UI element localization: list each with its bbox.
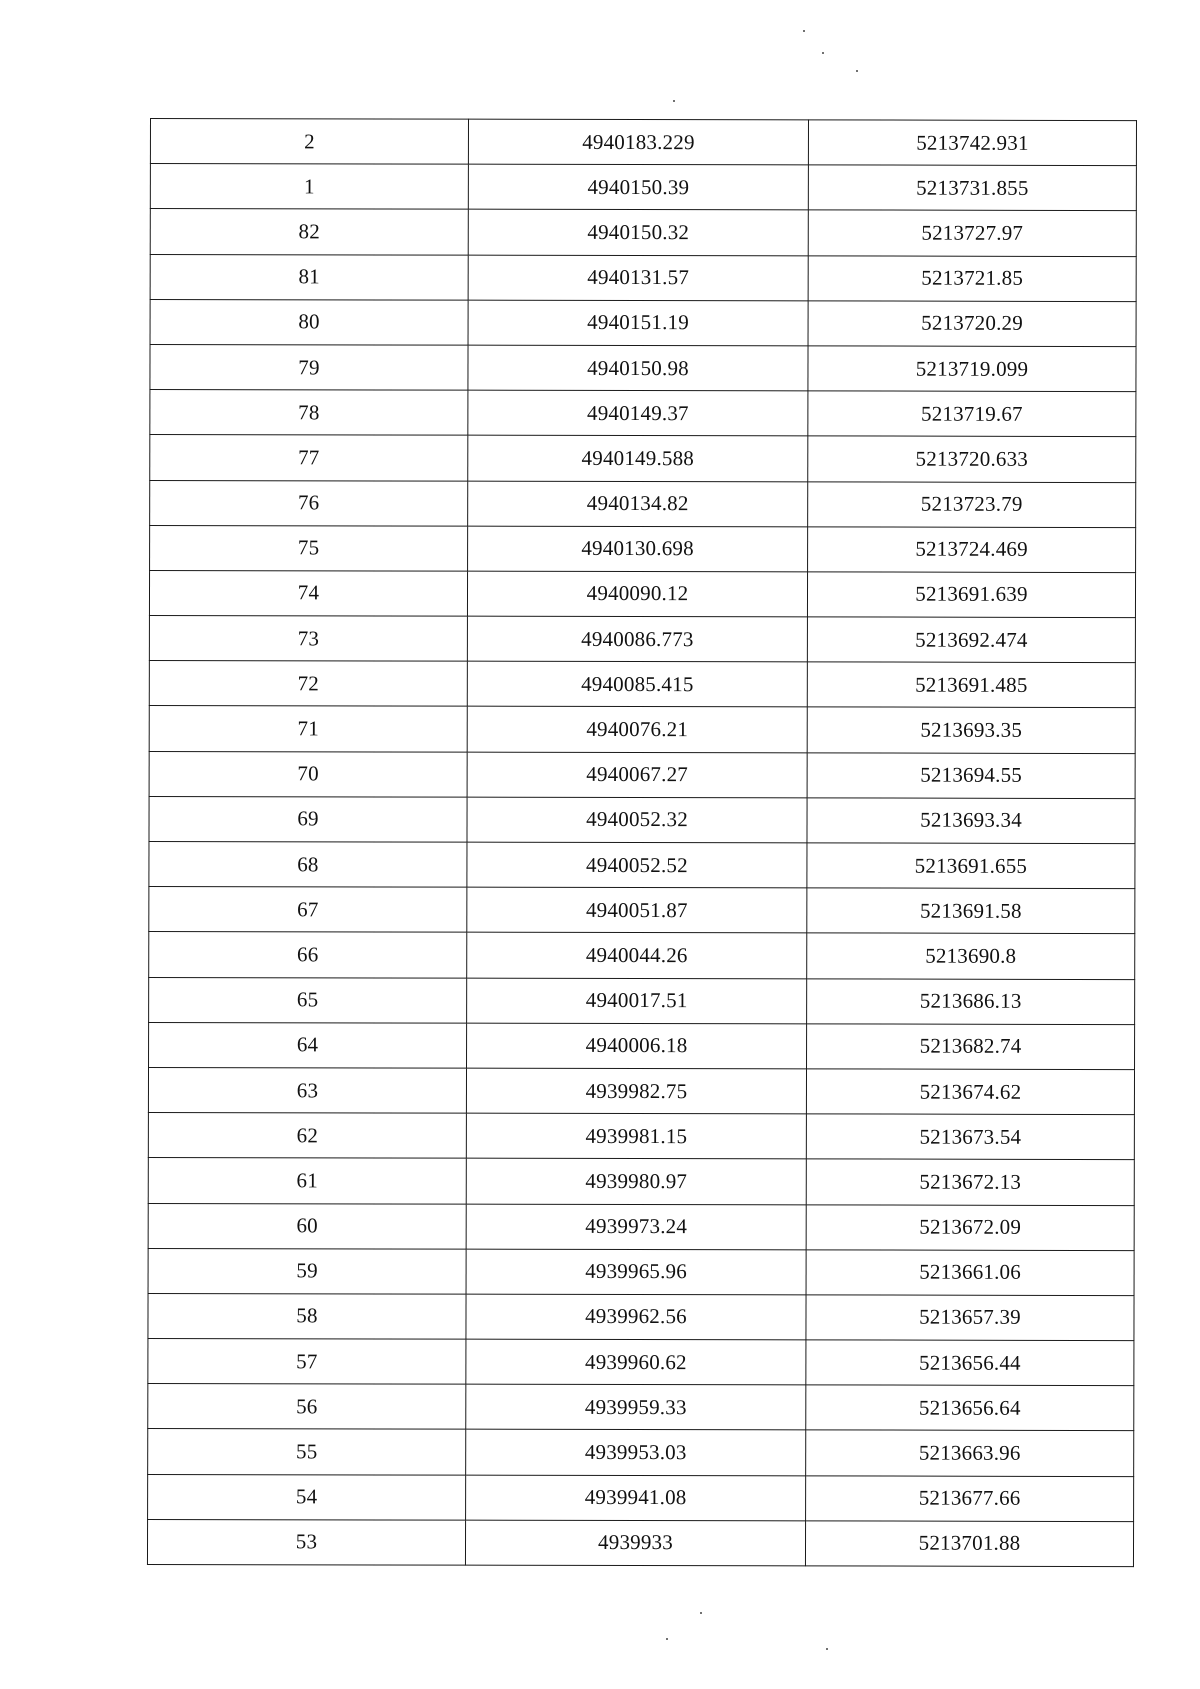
x-coordinate-cell: 4940150.98 xyxy=(468,345,808,391)
y-coordinate-cell: 5213656.64 xyxy=(806,1385,1134,1431)
table-row xyxy=(149,570,1135,617)
point-number-cell: 62 xyxy=(148,1113,466,1159)
point-number-cell: 59 xyxy=(148,1248,466,1294)
x-coordinate-cell: 4940131.57 xyxy=(468,255,808,301)
x-coordinate-cell: 4939962.56 xyxy=(466,1294,806,1340)
x-coordinate-cell: 4939981.15 xyxy=(466,1113,806,1159)
table-row xyxy=(150,480,1136,527)
point-number-cell: 55 xyxy=(148,1429,466,1475)
y-coordinate-cell: 5213723.79 xyxy=(808,481,1136,527)
y-coordinate-cell: 5213720.29 xyxy=(808,301,1136,347)
point-number-cell: 53 xyxy=(147,1519,465,1565)
x-coordinate-cell: 4939953.03 xyxy=(466,1430,806,1476)
x-coordinate-cell: 4939941.08 xyxy=(466,1475,806,1521)
x-coordinate-cell: 4940150.39 xyxy=(468,164,808,210)
y-coordinate-cell: 5213692.474 xyxy=(807,617,1135,663)
x-coordinate-cell: 4940085.415 xyxy=(467,661,807,707)
point-number-cell: 64 xyxy=(149,1022,467,1068)
table-row xyxy=(150,390,1136,437)
table-row xyxy=(150,299,1136,346)
x-coordinate-cell: 4940086.773 xyxy=(467,616,807,662)
point-number-cell: 76 xyxy=(150,480,468,526)
point-number-cell: 77 xyxy=(150,435,468,481)
y-coordinate-cell: 5213691.58 xyxy=(807,888,1135,934)
point-number-cell: 78 xyxy=(150,390,468,436)
y-coordinate-cell: 5213682.74 xyxy=(807,1024,1135,1070)
y-coordinate-cell: 5213701.88 xyxy=(805,1521,1133,1567)
table-row xyxy=(148,1203,1134,1250)
point-number-cell: 73 xyxy=(149,616,467,662)
x-coordinate-cell: 4939965.96 xyxy=(466,1249,806,1295)
y-coordinate-cell: 5213677.66 xyxy=(806,1476,1134,1522)
y-coordinate-cell: 5213673.54 xyxy=(806,1114,1134,1160)
scan-speck xyxy=(673,100,675,102)
x-coordinate-cell: 4940130.698 xyxy=(468,526,808,572)
x-coordinate-cell: 4940090.12 xyxy=(467,571,807,617)
y-coordinate-cell: 5213731.855 xyxy=(808,165,1136,211)
point-number-cell: 68 xyxy=(149,841,467,887)
point-number-cell: 81 xyxy=(150,254,468,300)
scan-speck xyxy=(700,1612,702,1614)
table-row xyxy=(149,841,1135,888)
y-coordinate-cell: 5213663.96 xyxy=(806,1430,1134,1476)
scan-speck xyxy=(822,52,824,54)
y-coordinate-cell: 5213690.8 xyxy=(807,933,1135,979)
table-row xyxy=(149,661,1135,708)
x-coordinate-cell: 4940151.19 xyxy=(468,300,808,346)
table-row xyxy=(149,616,1135,663)
x-coordinate-cell: 4940006.18 xyxy=(467,1023,807,1069)
point-number-cell: 75 xyxy=(150,525,468,571)
coordinate-table-body xyxy=(147,119,1136,1567)
point-number-cell: 60 xyxy=(148,1203,466,1249)
x-coordinate-cell: 4939980.97 xyxy=(466,1158,806,1204)
y-coordinate-cell: 5213686.13 xyxy=(807,978,1135,1024)
x-coordinate-cell: 4940051.87 xyxy=(467,887,807,933)
point-number-cell: 72 xyxy=(149,661,467,707)
y-coordinate-cell: 5213657.39 xyxy=(806,1295,1134,1341)
table-row xyxy=(147,1519,1133,1566)
y-coordinate-cell: 5213727.97 xyxy=(808,210,1136,256)
point-number-cell: 2 xyxy=(150,119,468,165)
y-coordinate-cell: 5213724.469 xyxy=(808,527,1136,573)
table-row xyxy=(150,435,1136,482)
scan-speck xyxy=(856,70,858,72)
point-number-cell: 70 xyxy=(149,751,467,797)
table-row xyxy=(148,1474,1134,1521)
x-coordinate-cell: 4940149.588 xyxy=(468,435,808,481)
point-number-cell: 61 xyxy=(148,1158,466,1204)
table-row xyxy=(148,1429,1134,1476)
point-number-cell: 66 xyxy=(149,932,467,978)
x-coordinate-cell: 4939960.62 xyxy=(466,1339,806,1385)
x-coordinate-cell: 4940149.37 xyxy=(468,390,808,436)
point-number-cell: 57 xyxy=(148,1339,466,1385)
y-coordinate-cell: 5213721.85 xyxy=(808,255,1136,301)
y-coordinate-cell: 5213693.35 xyxy=(807,707,1135,753)
x-coordinate-cell: 4940076.21 xyxy=(467,707,807,753)
point-number-cell: 67 xyxy=(149,887,467,933)
y-coordinate-cell: 5213720.633 xyxy=(808,436,1136,482)
y-coordinate-cell: 5213742.931 xyxy=(808,120,1136,166)
table-row xyxy=(148,1158,1134,1205)
x-coordinate-cell: 4940017.51 xyxy=(467,978,807,1024)
table-row xyxy=(150,209,1136,256)
y-coordinate-cell: 5213719.099 xyxy=(808,346,1136,392)
y-coordinate-cell: 5213691.485 xyxy=(807,662,1135,708)
x-coordinate-cell: 4939973.24 xyxy=(466,1204,806,1250)
point-number-cell: 74 xyxy=(149,570,467,616)
point-number-cell: 63 xyxy=(148,1067,466,1113)
scan-speck xyxy=(826,1648,828,1650)
x-coordinate-cell: 4940134.82 xyxy=(468,481,808,527)
table-row xyxy=(150,525,1136,572)
point-number-cell: 79 xyxy=(150,344,468,390)
y-coordinate-cell: 5213656.44 xyxy=(806,1340,1134,1386)
point-number-cell: 54 xyxy=(148,1474,466,1520)
scan-speck xyxy=(803,30,805,32)
y-coordinate-cell: 5213719.67 xyxy=(808,391,1136,437)
y-coordinate-cell: 5213672.13 xyxy=(806,1159,1134,1205)
table-row xyxy=(148,1067,1134,1114)
point-number-cell: 58 xyxy=(148,1293,466,1339)
table-row xyxy=(149,977,1135,1024)
point-number-cell: 80 xyxy=(150,299,468,345)
x-coordinate-cell: 4940052.52 xyxy=(467,842,807,888)
table-row xyxy=(148,1339,1134,1386)
x-coordinate-cell: 4940183.229 xyxy=(468,119,808,165)
table-row xyxy=(150,254,1136,301)
table-row xyxy=(149,751,1135,798)
y-coordinate-cell: 5213691.655 xyxy=(807,843,1135,889)
x-coordinate-cell: 4939933 xyxy=(465,1520,805,1566)
scan-speck xyxy=(666,1638,668,1640)
table-row xyxy=(149,932,1135,979)
x-coordinate-cell: 4940067.27 xyxy=(467,752,807,798)
table-row xyxy=(148,1248,1134,1295)
table-row xyxy=(150,119,1136,166)
x-coordinate-cell: 4939959.33 xyxy=(466,1384,806,1430)
table-row xyxy=(150,344,1136,391)
y-coordinate-cell: 5213661.06 xyxy=(806,1250,1134,1296)
x-coordinate-cell: 4940150.32 xyxy=(468,210,808,256)
y-coordinate-cell: 5213672.09 xyxy=(806,1204,1134,1250)
table-row xyxy=(149,796,1135,843)
y-coordinate-cell: 5213674.62 xyxy=(806,1069,1134,1115)
x-coordinate-cell: 4940044.26 xyxy=(467,933,807,979)
point-number-cell: 56 xyxy=(148,1384,466,1430)
table-row xyxy=(148,1113,1134,1160)
point-number-cell: 82 xyxy=(150,209,468,255)
table-row xyxy=(148,1384,1134,1431)
table-row xyxy=(149,706,1135,753)
point-number-cell: 1 xyxy=(150,164,468,210)
point-number-cell: 71 xyxy=(149,706,467,752)
table-row xyxy=(149,1022,1135,1069)
y-coordinate-cell: 5213694.55 xyxy=(807,753,1135,799)
x-coordinate-cell: 4940052.32 xyxy=(467,797,807,843)
table-row xyxy=(148,1293,1134,1340)
coordinate-table xyxy=(147,118,1137,1567)
table-row xyxy=(149,887,1135,934)
x-coordinate-cell: 4939982.75 xyxy=(466,1068,806,1114)
point-number-cell: 69 xyxy=(149,796,467,842)
point-number-cell: 65 xyxy=(149,977,467,1023)
y-coordinate-cell: 5213693.34 xyxy=(807,798,1135,844)
y-coordinate-cell: 5213691.639 xyxy=(807,572,1135,618)
table-row xyxy=(150,164,1136,211)
